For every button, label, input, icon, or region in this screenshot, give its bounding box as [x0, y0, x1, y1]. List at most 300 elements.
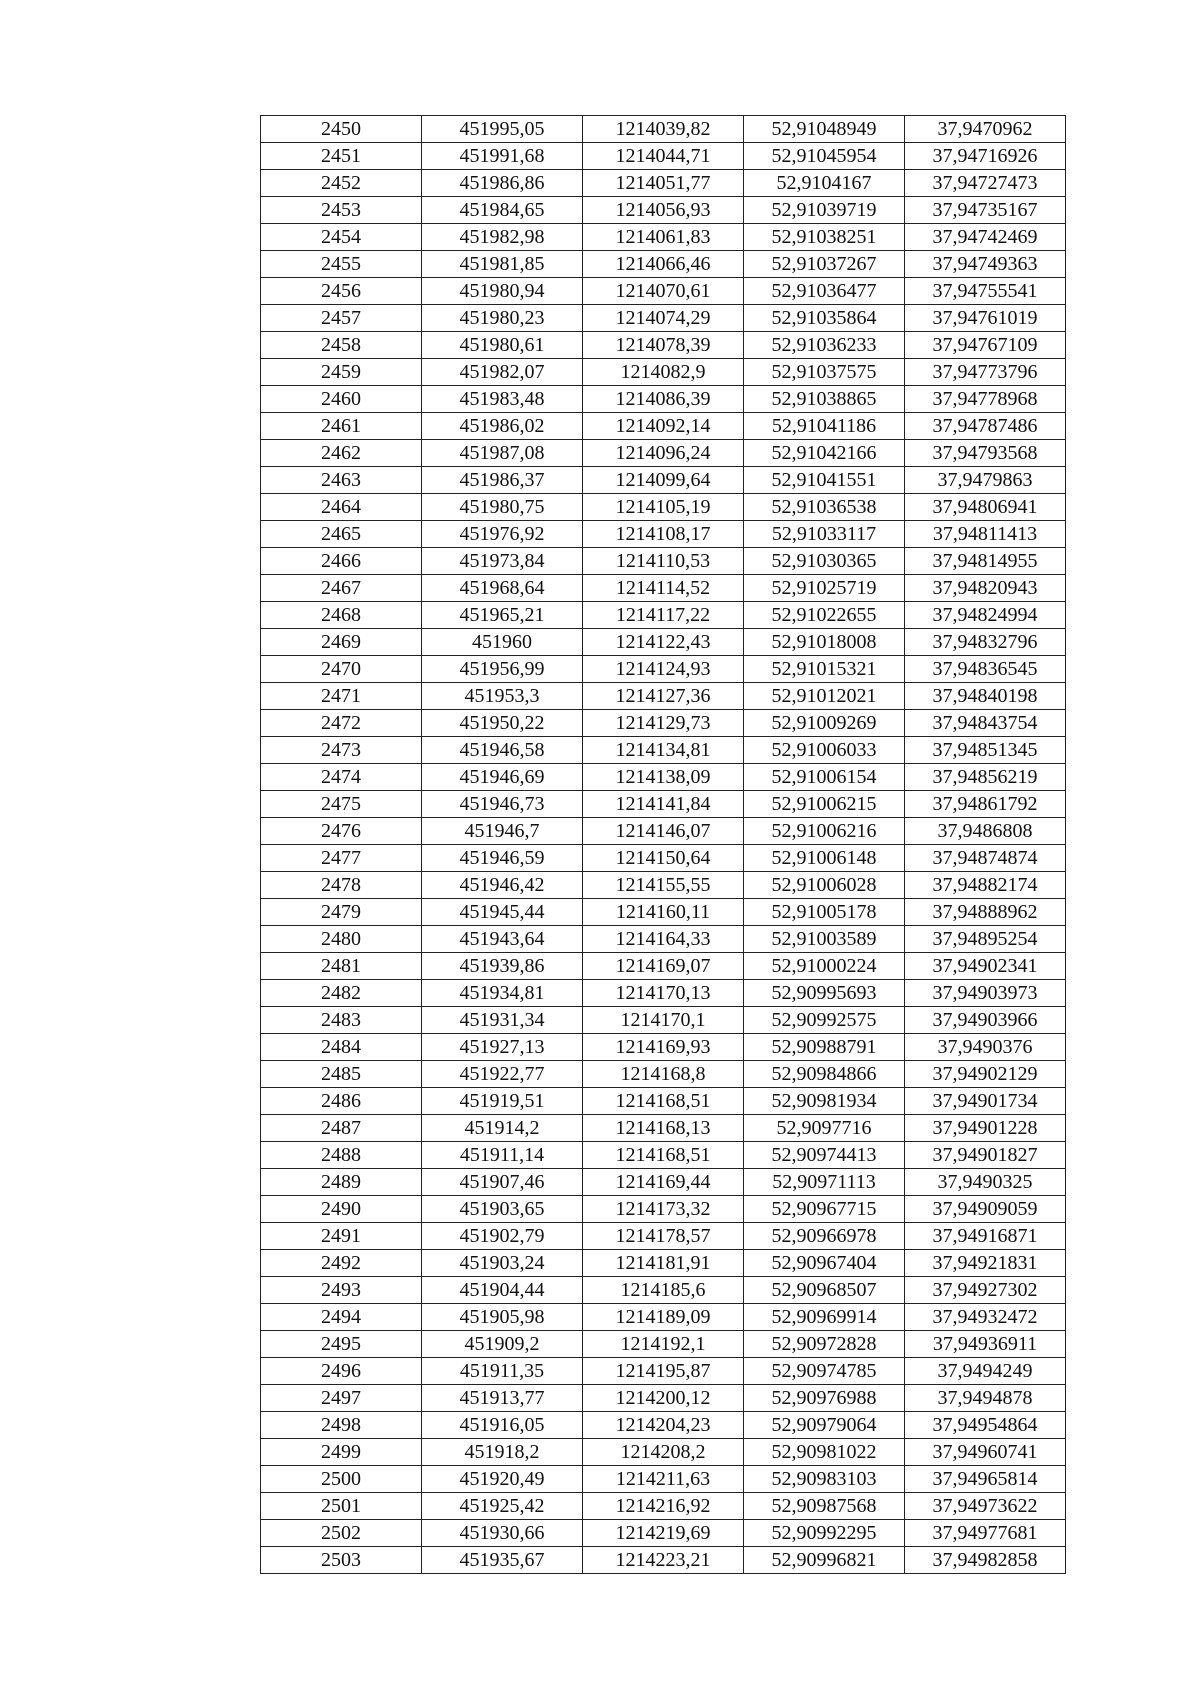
y-coordinate-cell: 1214168,13 [583, 1115, 744, 1142]
longitude-cell: 37,94861792 [905, 791, 1066, 818]
y-coordinate-cell: 1214092,14 [583, 413, 744, 440]
point-number-cell: 2501 [261, 1493, 422, 1520]
y-coordinate-cell: 1214110,53 [583, 548, 744, 575]
point-number-cell: 2476 [261, 818, 422, 845]
latitude-cell: 52,90974785 [744, 1358, 905, 1385]
longitude-cell: 37,94882174 [905, 872, 1066, 899]
y-coordinate-cell: 1214056,93 [583, 197, 744, 224]
latitude-cell: 52,91000224 [744, 953, 905, 980]
point-number-cell: 2488 [261, 1142, 422, 1169]
x-coordinate-cell: 451919,51 [422, 1088, 583, 1115]
table-row [261, 1412, 1066, 1439]
y-coordinate-cell: 1214195,87 [583, 1358, 744, 1385]
y-coordinate-cell: 1214129,73 [583, 710, 744, 737]
point-number-cell: 2458 [261, 332, 422, 359]
x-coordinate-cell: 451939,86 [422, 953, 583, 980]
x-coordinate-cell: 451903,24 [422, 1250, 583, 1277]
point-number-cell: 2499 [261, 1439, 422, 1466]
latitude-cell: 52,91036538 [744, 494, 905, 521]
table-row [261, 143, 1066, 170]
y-coordinate-cell: 1214086,39 [583, 386, 744, 413]
x-coordinate-cell: 451914,2 [422, 1115, 583, 1142]
y-coordinate-cell: 1214124,93 [583, 656, 744, 683]
longitude-cell: 37,94960741 [905, 1439, 1066, 1466]
longitude-cell: 37,94716926 [905, 143, 1066, 170]
x-coordinate-cell: 451946,59 [422, 845, 583, 872]
longitude-cell: 37,94793568 [905, 440, 1066, 467]
point-number-cell: 2453 [261, 197, 422, 224]
longitude-cell: 37,94902341 [905, 953, 1066, 980]
point-number-cell: 2471 [261, 683, 422, 710]
latitude-cell: 52,90967404 [744, 1250, 905, 1277]
x-coordinate-cell: 451945,44 [422, 899, 583, 926]
y-coordinate-cell: 1214200,12 [583, 1385, 744, 1412]
table-row [261, 737, 1066, 764]
table-row [261, 1493, 1066, 1520]
latitude-cell: 52,90976988 [744, 1385, 905, 1412]
point-number-cell: 2494 [261, 1304, 422, 1331]
table-row [261, 575, 1066, 602]
point-number-cell: 2479 [261, 899, 422, 926]
longitude-cell: 37,94901228 [905, 1115, 1066, 1142]
x-coordinate-cell: 451946,58 [422, 737, 583, 764]
latitude-cell: 52,90988791 [744, 1034, 905, 1061]
latitude-cell: 52,90966978 [744, 1223, 905, 1250]
y-coordinate-cell: 1214082,9 [583, 359, 744, 386]
x-coordinate-cell: 451911,14 [422, 1142, 583, 1169]
point-number-cell: 2484 [261, 1034, 422, 1061]
y-coordinate-cell: 1214061,83 [583, 224, 744, 251]
y-coordinate-cell: 1214189,09 [583, 1304, 744, 1331]
point-number-cell: 2452 [261, 170, 422, 197]
latitude-cell: 52,90968507 [744, 1277, 905, 1304]
x-coordinate-cell: 451995,05 [422, 116, 583, 143]
table-row [261, 656, 1066, 683]
longitude-cell: 37,94856219 [905, 764, 1066, 791]
point-number-cell: 2475 [261, 791, 422, 818]
table-row [261, 116, 1066, 143]
latitude-cell: 52,91015321 [744, 656, 905, 683]
x-coordinate-cell: 451916,05 [422, 1412, 583, 1439]
longitude-cell: 37,94843754 [905, 710, 1066, 737]
longitude-cell: 37,9470962 [905, 116, 1066, 143]
longitude-cell: 37,9490376 [905, 1034, 1066, 1061]
x-coordinate-cell: 451950,22 [422, 710, 583, 737]
table-row [261, 872, 1066, 899]
table-row [261, 332, 1066, 359]
point-number-cell: 2467 [261, 575, 422, 602]
latitude-cell: 52,90979064 [744, 1412, 905, 1439]
table-row [261, 1115, 1066, 1142]
table-row [261, 980, 1066, 1007]
y-coordinate-cell: 1214138,09 [583, 764, 744, 791]
latitude-cell: 52,90987568 [744, 1493, 905, 1520]
table-row [261, 305, 1066, 332]
y-coordinate-cell: 1214114,52 [583, 575, 744, 602]
table-row [261, 1169, 1066, 1196]
latitude-cell: 52,90995693 [744, 980, 905, 1007]
x-coordinate-cell: 451986,37 [422, 467, 583, 494]
latitude-cell: 52,90981022 [744, 1439, 905, 1466]
point-number-cell: 2482 [261, 980, 422, 1007]
latitude-cell: 52,91006033 [744, 737, 905, 764]
table-row [261, 251, 1066, 278]
longitude-cell: 37,94735167 [905, 197, 1066, 224]
y-coordinate-cell: 1214134,81 [583, 737, 744, 764]
point-number-cell: 2456 [261, 278, 422, 305]
latitude-cell: 52,91006028 [744, 872, 905, 899]
latitude-cell: 52,91041186 [744, 413, 905, 440]
y-coordinate-cell: 1214070,61 [583, 278, 744, 305]
longitude-cell: 37,94927302 [905, 1277, 1066, 1304]
longitude-cell: 37,94727473 [905, 170, 1066, 197]
y-coordinate-cell: 1214150,64 [583, 845, 744, 872]
table-row [261, 197, 1066, 224]
longitude-cell: 37,94903973 [905, 980, 1066, 1007]
longitude-cell: 37,9479863 [905, 467, 1066, 494]
point-number-cell: 2472 [261, 710, 422, 737]
table-row [261, 467, 1066, 494]
table-row [261, 1439, 1066, 1466]
longitude-cell: 37,94977681 [905, 1520, 1066, 1547]
table-row [261, 1520, 1066, 1547]
x-coordinate-cell: 451960 [422, 629, 583, 656]
longitude-cell: 37,94814955 [905, 548, 1066, 575]
point-number-cell: 2451 [261, 143, 422, 170]
longitude-cell: 37,94832796 [905, 629, 1066, 656]
point-number-cell: 2464 [261, 494, 422, 521]
table-row [261, 413, 1066, 440]
longitude-cell: 37,94742469 [905, 224, 1066, 251]
latitude-cell: 52,91037575 [744, 359, 905, 386]
longitude-cell: 37,9494878 [905, 1385, 1066, 1412]
longitude-cell: 37,9494249 [905, 1358, 1066, 1385]
table-row [261, 521, 1066, 548]
x-coordinate-cell: 451983,48 [422, 386, 583, 413]
y-coordinate-cell: 1214170,13 [583, 980, 744, 1007]
point-number-cell: 2481 [261, 953, 422, 980]
latitude-cell: 52,91039719 [744, 197, 905, 224]
latitude-cell: 52,91022655 [744, 602, 905, 629]
table-row [261, 494, 1066, 521]
point-number-cell: 2487 [261, 1115, 422, 1142]
x-coordinate-cell: 451943,64 [422, 926, 583, 953]
latitude-cell: 52,91012021 [744, 683, 905, 710]
x-coordinate-cell: 451953,3 [422, 683, 583, 710]
y-coordinate-cell: 1214117,22 [583, 602, 744, 629]
latitude-cell: 52,90969914 [744, 1304, 905, 1331]
table-row [261, 1331, 1066, 1358]
table-row [261, 1385, 1066, 1412]
longitude-cell: 37,94973622 [905, 1493, 1066, 1520]
latitude-cell: 52,91018008 [744, 629, 905, 656]
longitude-cell: 37,94824994 [905, 602, 1066, 629]
point-number-cell: 2495 [261, 1331, 422, 1358]
point-number-cell: 2498 [261, 1412, 422, 1439]
y-coordinate-cell: 1214074,29 [583, 305, 744, 332]
point-number-cell: 2502 [261, 1520, 422, 1547]
y-coordinate-cell: 1214219,69 [583, 1520, 744, 1547]
latitude-cell: 52,90992295 [744, 1520, 905, 1547]
table-row [261, 1304, 1066, 1331]
latitude-cell: 52,90981934 [744, 1088, 905, 1115]
latitude-cell: 52,91030365 [744, 548, 905, 575]
longitude-cell: 37,94787486 [905, 413, 1066, 440]
longitude-cell: 37,94909059 [905, 1196, 1066, 1223]
table-row [261, 845, 1066, 872]
x-coordinate-cell: 451946,73 [422, 791, 583, 818]
x-coordinate-cell: 451982,07 [422, 359, 583, 386]
longitude-cell: 37,94773796 [905, 359, 1066, 386]
x-coordinate-cell: 451965,21 [422, 602, 583, 629]
point-number-cell: 2493 [261, 1277, 422, 1304]
longitude-cell: 37,94840198 [905, 683, 1066, 710]
x-coordinate-cell: 451902,79 [422, 1223, 583, 1250]
latitude-cell: 52,91006216 [744, 818, 905, 845]
x-coordinate-cell: 451946,42 [422, 872, 583, 899]
y-coordinate-cell: 1214105,19 [583, 494, 744, 521]
x-coordinate-cell: 451968,64 [422, 575, 583, 602]
x-coordinate-cell: 451911,35 [422, 1358, 583, 1385]
y-coordinate-cell: 1214169,07 [583, 953, 744, 980]
table-row [261, 710, 1066, 737]
table-row [261, 1007, 1066, 1034]
y-coordinate-cell: 1214141,84 [583, 791, 744, 818]
x-coordinate-cell: 451905,98 [422, 1304, 583, 1331]
table-row [261, 1034, 1066, 1061]
y-coordinate-cell: 1214127,36 [583, 683, 744, 710]
table-row [261, 440, 1066, 467]
y-coordinate-cell: 1214096,24 [583, 440, 744, 467]
latitude-cell: 52,90972828 [744, 1331, 905, 1358]
latitude-cell: 52,91045954 [744, 143, 905, 170]
x-coordinate-cell: 451946,69 [422, 764, 583, 791]
table-row [261, 359, 1066, 386]
table-row [261, 1358, 1066, 1385]
longitude-cell: 37,94851345 [905, 737, 1066, 764]
point-number-cell: 2480 [261, 926, 422, 953]
longitude-cell: 37,94836545 [905, 656, 1066, 683]
longitude-cell: 37,9490325 [905, 1169, 1066, 1196]
point-number-cell: 2465 [261, 521, 422, 548]
longitude-cell: 37,94778968 [905, 386, 1066, 413]
point-number-cell: 2490 [261, 1196, 422, 1223]
latitude-cell: 52,91033117 [744, 521, 905, 548]
latitude-cell: 52,91006215 [744, 791, 905, 818]
x-coordinate-cell: 451976,92 [422, 521, 583, 548]
latitude-cell: 52,90971113 [744, 1169, 905, 1196]
x-coordinate-cell: 451980,61 [422, 332, 583, 359]
y-coordinate-cell: 1214051,77 [583, 170, 744, 197]
latitude-cell: 52,91038251 [744, 224, 905, 251]
x-coordinate-cell: 451934,81 [422, 980, 583, 1007]
y-coordinate-cell: 1214146,07 [583, 818, 744, 845]
point-number-cell: 2455 [261, 251, 422, 278]
latitude-cell: 52,91006148 [744, 845, 905, 872]
table-row [261, 170, 1066, 197]
table-row [261, 1142, 1066, 1169]
latitude-cell: 52,91009269 [744, 710, 905, 737]
x-coordinate-cell: 451987,08 [422, 440, 583, 467]
latitude-cell: 52,91048949 [744, 116, 905, 143]
x-coordinate-cell: 451913,77 [422, 1385, 583, 1412]
table-row [261, 1466, 1066, 1493]
table-row [261, 548, 1066, 575]
table-row [261, 224, 1066, 251]
point-number-cell: 2489 [261, 1169, 422, 1196]
point-number-cell: 2473 [261, 737, 422, 764]
y-coordinate-cell: 1214168,8 [583, 1061, 744, 1088]
x-coordinate-cell: 451982,98 [422, 224, 583, 251]
y-coordinate-cell: 1214192,1 [583, 1331, 744, 1358]
y-coordinate-cell: 1214122,43 [583, 629, 744, 656]
longitude-cell: 37,94874874 [905, 845, 1066, 872]
y-coordinate-cell: 1214181,91 [583, 1250, 744, 1277]
latitude-cell: 52,91041551 [744, 467, 905, 494]
x-coordinate-cell: 451930,66 [422, 1520, 583, 1547]
x-coordinate-cell: 451931,34 [422, 1007, 583, 1034]
y-coordinate-cell: 1214211,63 [583, 1466, 744, 1493]
x-coordinate-cell: 451907,46 [422, 1169, 583, 1196]
latitude-cell: 52,9097716 [744, 1115, 905, 1142]
longitude-cell: 37,94755541 [905, 278, 1066, 305]
longitude-cell: 37,94921831 [905, 1250, 1066, 1277]
y-coordinate-cell: 1214168,51 [583, 1142, 744, 1169]
latitude-cell: 52,90984866 [744, 1061, 905, 1088]
latitude-cell: 52,91037267 [744, 251, 905, 278]
y-coordinate-cell: 1214078,39 [583, 332, 744, 359]
y-coordinate-cell: 1214185,6 [583, 1277, 744, 1304]
y-coordinate-cell: 1214170,1 [583, 1007, 744, 1034]
longitude-cell: 37,94767109 [905, 332, 1066, 359]
point-number-cell: 2485 [261, 1061, 422, 1088]
latitude-cell: 52,90974413 [744, 1142, 905, 1169]
longitude-cell: 37,94954864 [905, 1412, 1066, 1439]
table-row [261, 629, 1066, 656]
longitude-cell: 37,94901827 [905, 1142, 1066, 1169]
x-coordinate-cell: 451981,85 [422, 251, 583, 278]
point-number-cell: 2486 [261, 1088, 422, 1115]
x-coordinate-cell: 451925,42 [422, 1493, 583, 1520]
y-coordinate-cell: 1214108,17 [583, 521, 744, 548]
longitude-cell: 37,94749363 [905, 251, 1066, 278]
table-row [261, 1250, 1066, 1277]
latitude-cell: 52,91038865 [744, 386, 905, 413]
point-number-cell: 2496 [261, 1358, 422, 1385]
y-coordinate-cell: 1214204,23 [583, 1412, 744, 1439]
point-number-cell: 2461 [261, 413, 422, 440]
x-coordinate-cell: 451986,86 [422, 170, 583, 197]
longitude-cell: 37,94820943 [905, 575, 1066, 602]
latitude-cell: 52,91003589 [744, 926, 905, 953]
y-coordinate-cell: 1214039,82 [583, 116, 744, 143]
y-coordinate-cell: 1214044,71 [583, 143, 744, 170]
table-row [261, 926, 1066, 953]
x-coordinate-cell: 451986,02 [422, 413, 583, 440]
x-coordinate-cell: 451956,99 [422, 656, 583, 683]
point-number-cell: 2460 [261, 386, 422, 413]
longitude-cell: 37,94936911 [905, 1331, 1066, 1358]
y-coordinate-cell: 1214099,64 [583, 467, 744, 494]
point-number-cell: 2463 [261, 467, 422, 494]
y-coordinate-cell: 1214216,92 [583, 1493, 744, 1520]
point-number-cell: 2474 [261, 764, 422, 791]
x-coordinate-cell: 451980,94 [422, 278, 583, 305]
table-row [261, 953, 1066, 980]
point-number-cell: 2469 [261, 629, 422, 656]
x-coordinate-cell: 451973,84 [422, 548, 583, 575]
point-number-cell: 2450 [261, 116, 422, 143]
point-number-cell: 2497 [261, 1385, 422, 1412]
x-coordinate-cell: 451935,67 [422, 1547, 583, 1574]
point-number-cell: 2503 [261, 1547, 422, 1574]
table-row [261, 899, 1066, 926]
x-coordinate-cell: 451918,2 [422, 1439, 583, 1466]
x-coordinate-cell: 451946,7 [422, 818, 583, 845]
table-row [261, 818, 1066, 845]
table-row [261, 764, 1066, 791]
x-coordinate-cell: 451909,2 [422, 1331, 583, 1358]
y-coordinate-cell: 1214223,21 [583, 1547, 744, 1574]
point-number-cell: 2457 [261, 305, 422, 332]
point-number-cell: 2500 [261, 1466, 422, 1493]
point-number-cell: 2483 [261, 1007, 422, 1034]
x-coordinate-cell: 451920,49 [422, 1466, 583, 1493]
y-coordinate-cell: 1214173,32 [583, 1196, 744, 1223]
y-coordinate-cell: 1214164,33 [583, 926, 744, 953]
y-coordinate-cell: 1214169,44 [583, 1169, 744, 1196]
longitude-cell: 37,94932472 [905, 1304, 1066, 1331]
x-coordinate-cell: 451904,44 [422, 1277, 583, 1304]
latitude-cell: 52,91035864 [744, 305, 905, 332]
longitude-cell: 37,94895254 [905, 926, 1066, 953]
latitude-cell: 52,91042166 [744, 440, 905, 467]
table-row [261, 278, 1066, 305]
point-number-cell: 2478 [261, 872, 422, 899]
longitude-cell: 37,94965814 [905, 1466, 1066, 1493]
latitude-cell: 52,91036477 [744, 278, 905, 305]
table-row [261, 1277, 1066, 1304]
x-coordinate-cell: 451922,77 [422, 1061, 583, 1088]
longitude-cell: 37,94916871 [905, 1223, 1066, 1250]
coordinate-table-body [261, 116, 1066, 1574]
x-coordinate-cell: 451980,75 [422, 494, 583, 521]
longitude-cell: 37,94806941 [905, 494, 1066, 521]
x-coordinate-cell: 451984,65 [422, 197, 583, 224]
point-number-cell: 2466 [261, 548, 422, 575]
y-coordinate-cell: 1214168,51 [583, 1088, 744, 1115]
y-coordinate-cell: 1214155,55 [583, 872, 744, 899]
point-number-cell: 2459 [261, 359, 422, 386]
table-row [261, 1196, 1066, 1223]
longitude-cell: 37,94888962 [905, 899, 1066, 926]
point-number-cell: 2477 [261, 845, 422, 872]
table-row [261, 1547, 1066, 1574]
y-coordinate-cell: 1214169,93 [583, 1034, 744, 1061]
point-number-cell: 2492 [261, 1250, 422, 1277]
coordinate-table [260, 115, 1066, 1574]
table-row [261, 386, 1066, 413]
table-row [261, 602, 1066, 629]
latitude-cell: 52,90992575 [744, 1007, 905, 1034]
x-coordinate-cell: 451980,23 [422, 305, 583, 332]
x-coordinate-cell: 451903,65 [422, 1196, 583, 1223]
longitude-cell: 37,94901734 [905, 1088, 1066, 1115]
y-coordinate-cell: 1214178,57 [583, 1223, 744, 1250]
latitude-cell: 52,91025719 [744, 575, 905, 602]
table-row [261, 683, 1066, 710]
x-coordinate-cell: 451927,13 [422, 1034, 583, 1061]
